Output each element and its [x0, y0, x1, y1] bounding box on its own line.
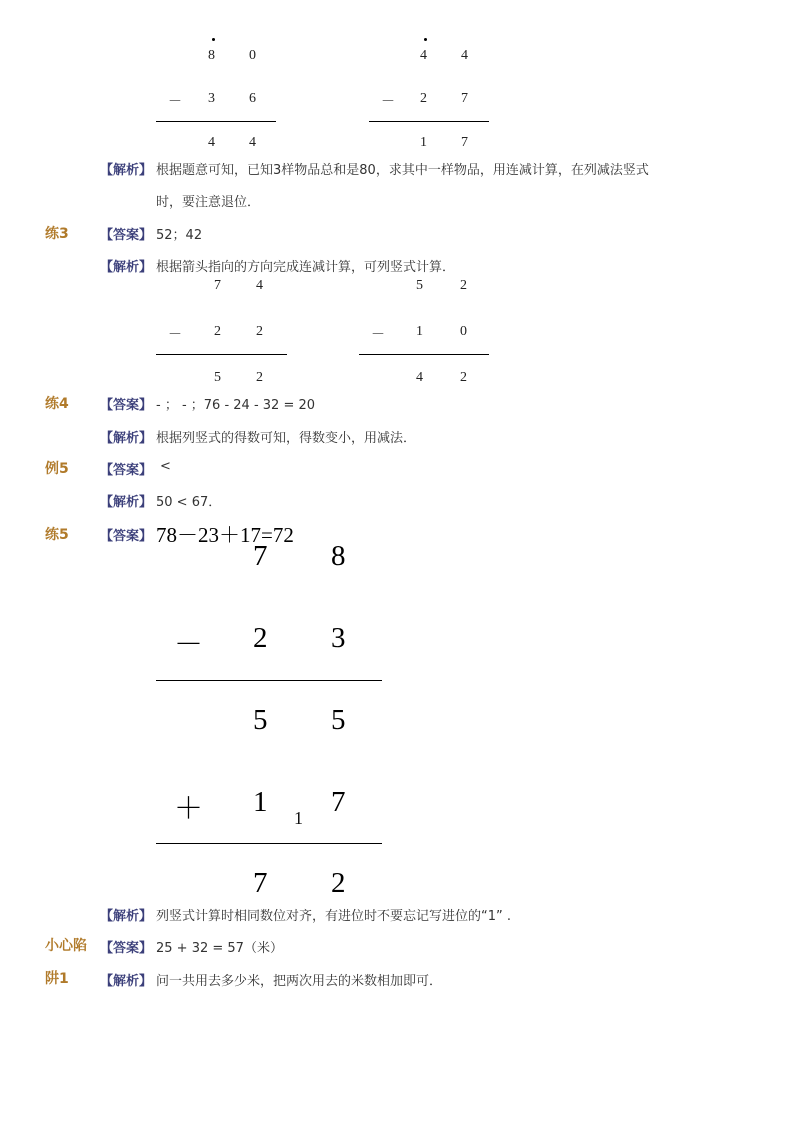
digit: 2	[256, 324, 263, 339]
analysis-text: 根据箭头指向的方向完成连减计算，可列竖式计算．	[156, 260, 456, 275]
digit: 2	[420, 91, 427, 106]
section-tag-xiaoxinxian: 小心陷	[45, 938, 87, 954]
analysis-text: 根据列竖式的得数可知，得数变小，用减法．	[156, 431, 417, 446]
analysis-text: 问一共用去多少米，把两次用去的米数相加即可．	[156, 974, 443, 989]
digit: 2	[256, 370, 263, 385]
divider-line	[359, 354, 489, 355]
digit: 4	[249, 135, 256, 150]
digit: 7	[461, 135, 468, 150]
digit: 7	[253, 540, 268, 572]
divider-line	[369, 121, 489, 122]
equation-text: 78－23＋17=72	[156, 523, 294, 547]
section-tag-lian3: 练3	[45, 226, 69, 242]
digit: 6	[249, 91, 256, 106]
section-tag-lian5: 练5	[45, 527, 69, 543]
digit: 2	[214, 324, 221, 339]
digit: 1	[416, 324, 423, 339]
digit: 4	[416, 370, 423, 385]
digit: 3	[208, 91, 215, 106]
answer-label: 【答案】	[100, 398, 153, 413]
minus-sign: －	[168, 95, 182, 110]
digit: 0	[249, 48, 256, 63]
minus-sign: －	[371, 328, 385, 343]
digit: 4	[420, 48, 427, 63]
digit: 3	[331, 622, 346, 654]
analysis-text: 列竖式计算时相同数位对齐，有进位时不要忘记写进位的“1” .	[156, 909, 512, 924]
divider-line	[156, 680, 382, 681]
digit: 0	[460, 324, 467, 339]
minus-sign: －	[168, 328, 182, 343]
answer-label: 【答案】	[100, 463, 153, 478]
digit: 7	[461, 91, 468, 106]
answer-text: 25 + 32 = 57（米）	[156, 941, 283, 956]
digit: 7	[214, 278, 221, 293]
digit: 2	[253, 622, 268, 654]
analysis-label: 【解析】	[100, 974, 153, 989]
divider-line	[156, 121, 276, 122]
answer-label: 【答案】	[100, 529, 153, 544]
answer-text: 52；42	[156, 228, 203, 243]
analysis-label: 【解析】	[100, 495, 153, 510]
analysis-label: 【解析】	[100, 909, 153, 924]
analysis-label: 【解析】	[100, 260, 153, 275]
analysis-text: 50 < 67．	[156, 495, 222, 510]
carry-digit: 1	[294, 808, 303, 828]
digit: 2	[460, 370, 467, 385]
digit: 2	[331, 867, 346, 899]
digit: 8	[208, 48, 215, 63]
borrow-dot	[424, 38, 427, 41]
answer-label: 【答案】	[100, 228, 153, 243]
borrow-dot	[212, 38, 215, 41]
digit: 4	[461, 48, 468, 63]
answer-text: <	[160, 459, 171, 474]
digit: 1	[253, 786, 268, 818]
digit: 2	[460, 278, 467, 293]
digit: 5	[253, 704, 268, 736]
analysis-text: 时，要注意退位．	[156, 195, 261, 210]
digit: 7	[331, 786, 346, 818]
digit: 4	[256, 278, 263, 293]
analysis-label: 【解析】	[100, 163, 153, 178]
answer-label: 【答案】	[100, 941, 153, 956]
digit: 4	[208, 135, 215, 150]
digit: 5	[416, 278, 423, 293]
digit: 8	[331, 540, 346, 572]
section-tag-li5: 例5	[45, 461, 69, 477]
divider-line	[156, 354, 287, 355]
analysis-label: 【解析】	[100, 431, 153, 446]
digit: 5	[331, 704, 346, 736]
digit: 1	[420, 135, 427, 150]
minus-sign: －	[381, 95, 395, 110]
digit: 7	[253, 867, 268, 899]
plus-sign: ＋	[174, 793, 204, 825]
minus-sign: －	[174, 629, 204, 661]
section-tag-lian4: 练4	[45, 396, 69, 412]
section-tag-jing1: 阱1	[45, 971, 69, 987]
digit: 5	[214, 370, 221, 385]
divider-line	[156, 843, 382, 844]
answer-text: - ； - ；76 - 24 - 32 = 20	[156, 398, 316, 413]
analysis-text: 根据题意可知，已知3样物品总和是80，求其中一样物品，用连减计算，在列减法竖式	[156, 163, 649, 178]
